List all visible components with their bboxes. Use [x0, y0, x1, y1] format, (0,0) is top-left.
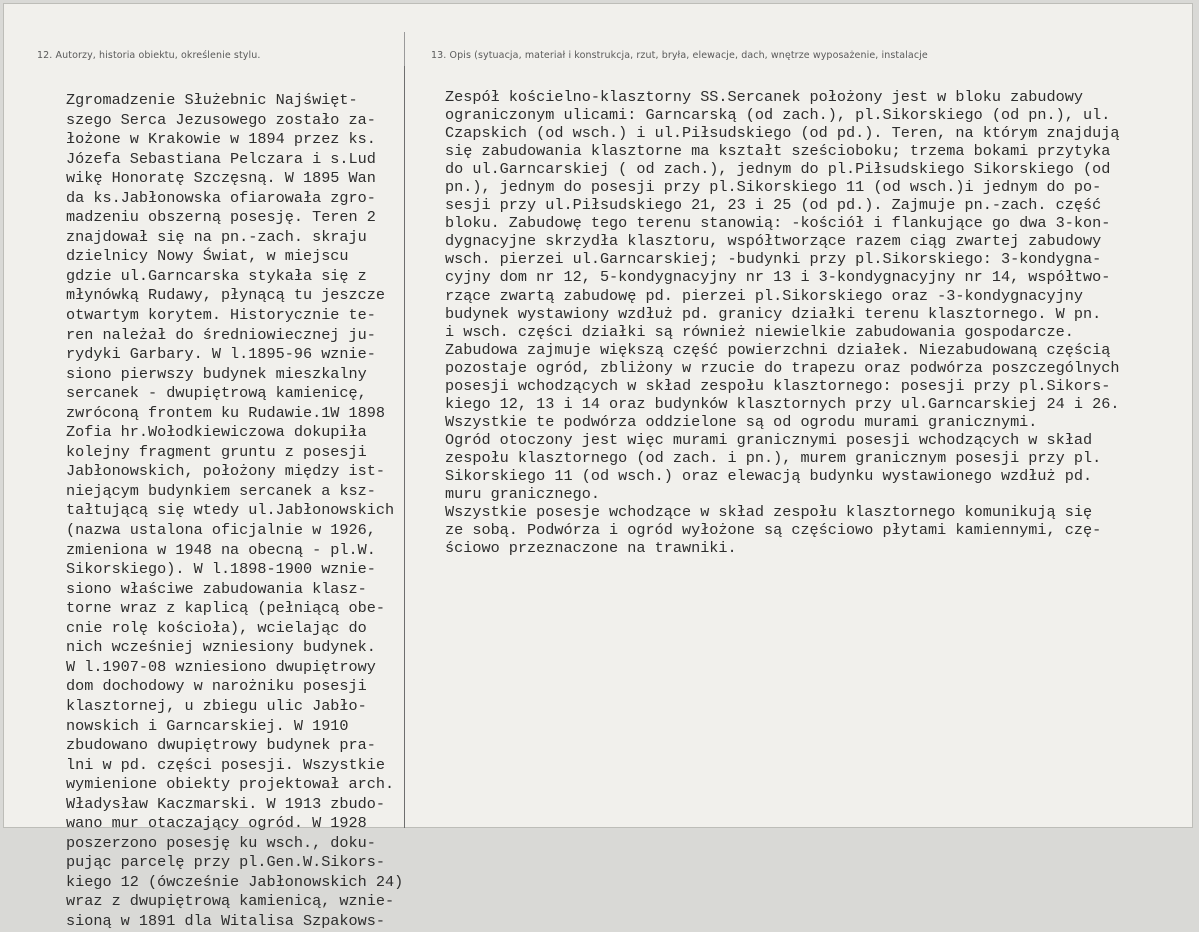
history-line: sioną w 1891 dla Witalisa Szpakows- — [66, 911, 385, 930]
history-line: (nazwa ustalona oficjalnie w 1926, — [66, 521, 376, 540]
field-12-label: 12. Autorzy, historia obiektu, określenie stylu. — [37, 50, 261, 61]
description-line: do ul.Garncarskiej ( od zach.), jednym do pl.Piłsudskiego Sikorskiego (od — [445, 160, 1111, 179]
description-line: zespołu klasztornego (od zach. i pn.), murem granicznym posesji przy pl. — [445, 448, 1102, 467]
description-line: rzące zwartą zabudowę pd. pierzei pl.Sikorskiego oraz -3-kondygnacyjny — [445, 286, 1083, 305]
history-line: wano mur otaczający ogród. W 1928 — [66, 814, 367, 833]
history-line: dzielnicy Nowy Świat, w miejscu — [66, 247, 349, 266]
history-line: Zofia hr.Wołodkiewiczowa dokupiła — [66, 423, 367, 442]
history-line: lni w pd. części posesji. Wszystkie — [66, 755, 385, 774]
description-line: cyjny dom nr 12, 5-kondygnacyjny nr 13 i 3-kondygnacyjny nr 14, współtwo- — [445, 268, 1111, 287]
description-line: się zabudowania klasztorne ma kształt sześcioboku; trzema bokami przytyka — [445, 142, 1111, 161]
history-line: zmieniona w 1948 na obecną - pl.W. — [66, 540, 376, 559]
description-line: kiego 12, 13 i 14 oraz budynków klasztornych przy ul.Garncarskiej 24 i 26. — [445, 394, 1120, 413]
history-line: Jabłonowskich, położony między ist- — [66, 462, 385, 481]
description-line: budynek wystawiony wzdłuż pd. granicy działki terenu klasztornego. W pn. — [445, 304, 1102, 323]
history-line: otwartym korytem. Historycznie te- — [66, 306, 376, 325]
description-line: Wszystkie te podwórza oddzielone są od ogrodu murami granicznymi. — [445, 412, 1038, 431]
history-line: ren należał do średniowiecznej ju- — [66, 325, 376, 344]
history-line: Sikorskiego). W l.1898-1900 wznie- — [66, 560, 376, 579]
history-line: zbudowano dwupiętrowy budynek pra- — [66, 736, 376, 755]
field-13-label: 13. Opis (sytuacja, materiał i konstrukcja, rzut, bryła, elewacje, dach, wnętrze wyposażenie, instalacje — [431, 50, 928, 61]
history-line: kiego 12 (ówcześnie Jabłonowskich 24) — [66, 872, 404, 891]
description-line: sesji przy ul.Piłsudskiego 21, 23 i 25 (od pd.). Zajmuje pn.-zach. część — [445, 196, 1102, 215]
description-line: Zespół kościelno-klasztorny SS.Sercanek położony jest w bloku zabudowy — [445, 88, 1083, 106]
history-line: Zgromadzenie Służebnic Najświęt- — [66, 91, 358, 109]
history-line: nowskich i Garncarskiej. W 1910 — [66, 716, 349, 735]
history-line: wymienione obiekty projektował arch. — [66, 775, 395, 794]
column-divider — [404, 66, 405, 828]
history-line: szego Serca Jezusowego zostało za- — [66, 110, 376, 129]
history-line: zwróconą frontem ku Rudawie.1W 1898 — [66, 403, 385, 422]
history-line: da ks.Jabłonowska ofiarowała zgro- — [66, 188, 376, 207]
history-line: niejącym budynkiem sercanek a ksz- — [66, 481, 376, 500]
description-line: dygnacyjne skrzydła klasztoru, współtworzące razem ciąg zwartej zabudowy — [445, 232, 1102, 251]
history-line: znajdował się na pn.-zach. skraju — [66, 227, 367, 246]
description-line: pozostaje ogród, zbliżony w rzucie do trapezu oraz podwórza poszczególnych — [445, 358, 1120, 377]
description-line: posesji wchodzących w skład zespołu klasztornego: posesji przy pl.Sikors- — [445, 376, 1111, 395]
description-line: i wsch. części działki są również niewielkie zabudowania gospodarcze. — [445, 322, 1074, 341]
history-line: kolejny fragment gruntu z posesji — [66, 442, 367, 461]
column-divider-top — [404, 32, 405, 68]
history-text — [66, 91, 403, 932]
description-line: Ogród otoczony jest więc murami granicznymi posesji wchodzących w skład — [445, 430, 1093, 449]
description-line: ograniczonym ulicami: Garncarską (od zach.), pl.Sikorskiego (od pn.), ul. — [445, 106, 1111, 125]
history-line: Józefa Sebastiana Pelczara i s.Lud — [66, 149, 376, 168]
history-line: siono właściwe zabudowania klasz- — [66, 579, 367, 598]
history-line: gdzie ul.Garncarska stykała się z — [66, 266, 367, 285]
history-line: wraz z dwupiętrową kamienicą, wznie- — [66, 892, 395, 911]
description-line: pn.), jednym do posesji przy pl.Sikorskiego 11 (od wsch.)i jednym do po- — [445, 178, 1102, 197]
description-line: Zabudowa zajmuje większą część powierzchni działek. Niezabudowaną częścią — [445, 340, 1111, 359]
description-line: Czapskich (od wsch.) i ul.Piłsudskiego (od pd.). Teren, na którym znajdują — [445, 124, 1120, 143]
history-line: pując parcelę przy pl.Gen.W.Sikors- — [66, 853, 385, 872]
description-line: bloku. Zabudowę tego terenu stanowią: -kościół i flankujące go dwa 3-kon- — [445, 214, 1111, 233]
history-line: tałtującą się wtedy ul.Jabłonowskich — [66, 501, 395, 520]
history-line: madzeniu obszerną posesję. Teren 2 — [66, 208, 376, 227]
history-line: młynówką Rudawy, płynącą tu jeszcze — [66, 286, 385, 305]
registry-card — [3, 3, 1193, 930]
history-line: rydyki Garbary. W l.1895-96 wznie- — [66, 345, 376, 364]
history-line: wikę Honoratę Szczęsną. W 1895 Wan — [66, 169, 376, 188]
history-line: dom dochodowy w narożniku posesji — [66, 677, 367, 696]
history-line: siono pierwszy budynek mieszkalny — [66, 364, 367, 383]
history-line: łożone w Krakowie w 1894 przez ks. — [66, 130, 376, 149]
history-line: klasztornej, u zbiegu ulic Jabło- — [66, 696, 367, 715]
description-text — [445, 88, 1119, 557]
description-line: ze sobą. Podwórza i ogród wyłożone są częściowo płytami kamiennymi, czę- — [445, 521, 1102, 540]
history-line: torne wraz z kaplicą (pełniącą obe- — [66, 599, 385, 618]
description-line: Sikorskiego 11 (od wsch.) oraz elewacją budynku wystawionego wzdłuż pd. — [445, 466, 1093, 485]
history-line: W l.1907-08 wzniesiono dwupiętrowy — [66, 657, 376, 676]
history-line: nich wcześniej wzniesiony budynek. — [66, 638, 376, 657]
description-line: muru granicznego. — [445, 485, 600, 504]
history-line: cnie rolę kościoła), wcielając do — [66, 618, 367, 637]
history-line: Władysław Kaczmarski. W 1913 zbudo- — [66, 794, 385, 813]
description-line: Wszystkie posesje wchodzące w skład zespołu klasztornego komunikują się — [445, 503, 1093, 522]
description-line: ściowo przeznaczone na trawniki. — [445, 539, 737, 558]
description-line: wsch. pierzei ul.Garncarskiej; -budynki przy pl.Sikorskiego: 3-kondygna- — [445, 250, 1102, 269]
history-line: sercanek - dwupiętrową kamienicę, — [66, 384, 367, 403]
history-line: poszerzono posesję ku wsch., doku- — [66, 833, 376, 852]
